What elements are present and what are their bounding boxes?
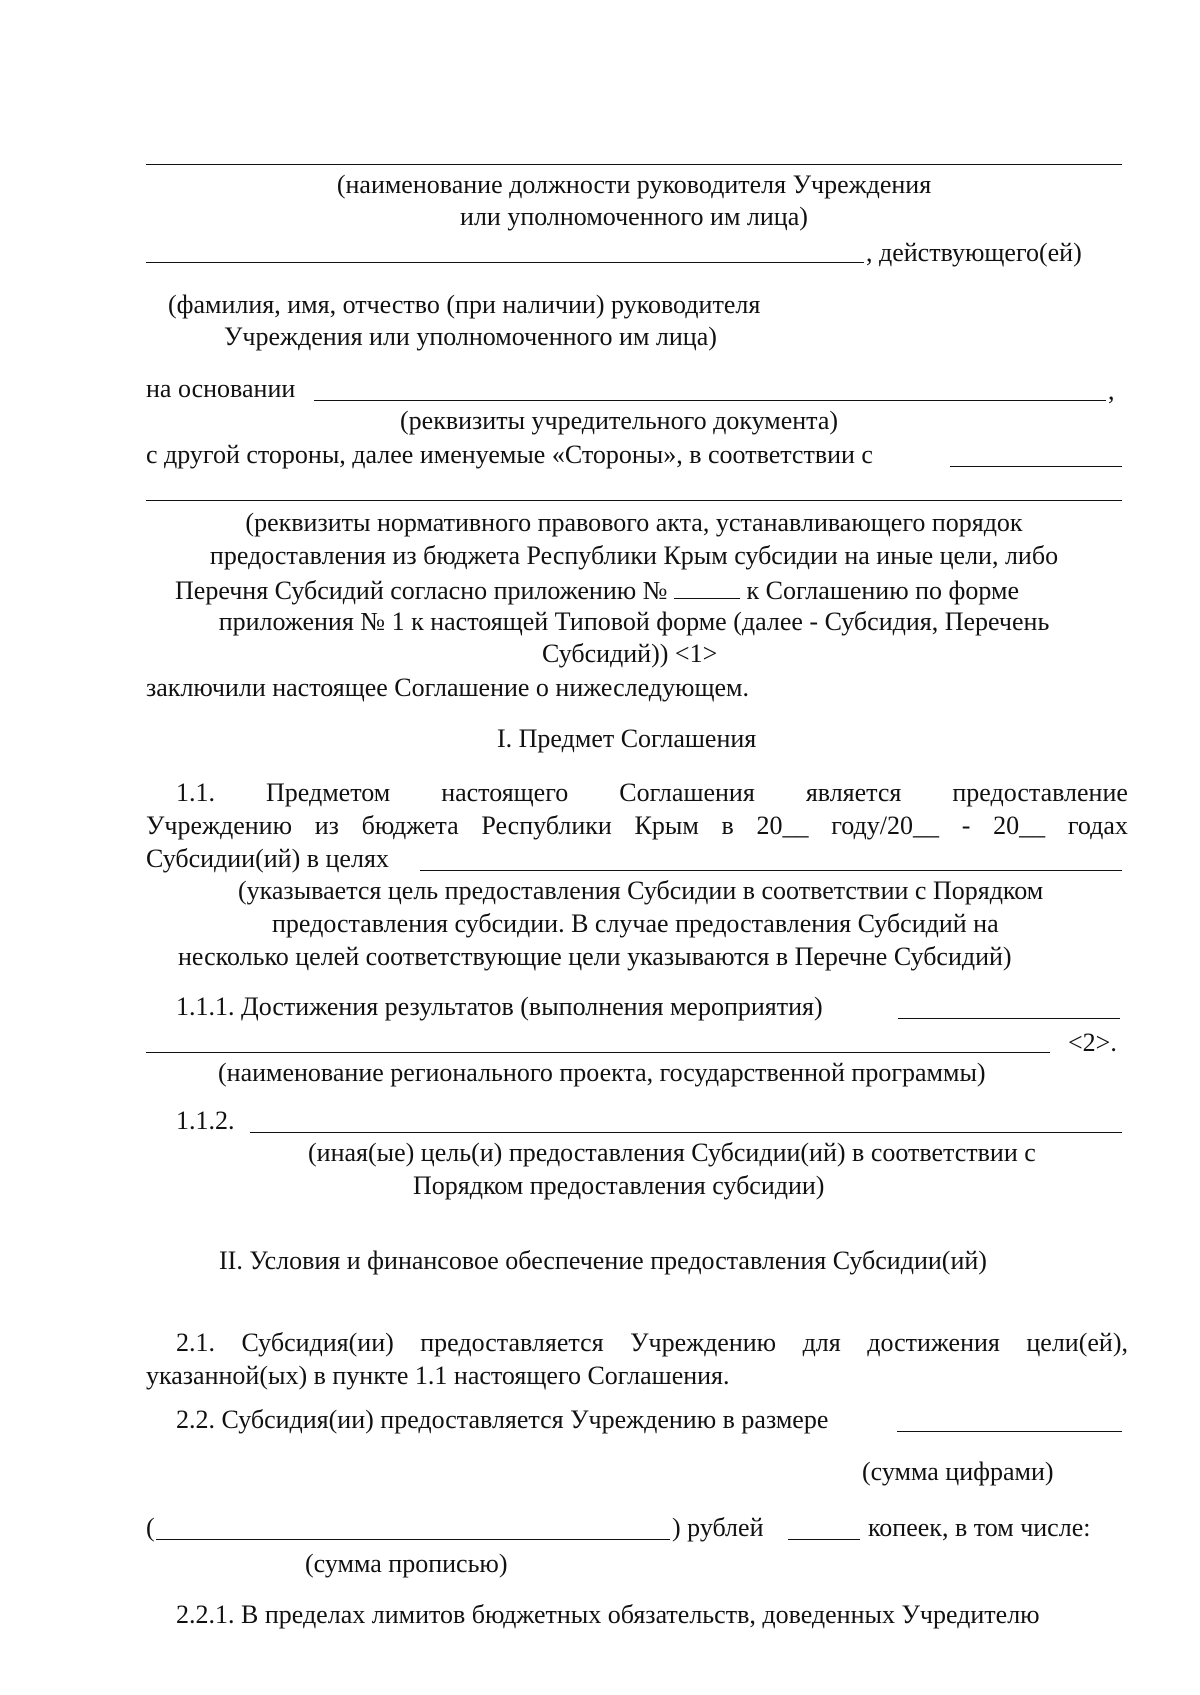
acting-suffix: , действующего(ей) xyxy=(866,238,1082,267)
paragraph-1-1-line-1 xyxy=(176,780,1128,806)
paragraph-1-1-1: 1.1.1. Достижения результатов (выполнения мероприятия) xyxy=(176,992,823,1021)
basis-comma: , xyxy=(1108,376,1115,405)
caption-goal-2: предоставления субсидии. В случае предоставления Субсидий на xyxy=(272,909,999,938)
blank-line-act-a xyxy=(950,466,1122,467)
paragraph-2-2: 2.2. Субсидия(ии) предоставляется Учреждению в размере xyxy=(176,1405,829,1434)
kopecks-label: копеек, в том числе: xyxy=(868,1513,1091,1542)
word: достижения xyxy=(867,1328,1000,1357)
word: предоставление xyxy=(952,778,1128,807)
caption-other-1: (иная(ые) цель(и) предоставления Субсидии(ий) в соответствии с xyxy=(308,1138,1036,1167)
blank-line-other-goal xyxy=(250,1132,1122,1133)
word: году/20__ xyxy=(831,811,940,840)
parties-text: с другой стороны, далее именуемые «Стороны», в соответствии с xyxy=(146,440,873,469)
caption-act-1: (реквизиты нормативного правового акта, устанавливающего порядок xyxy=(245,508,1023,537)
word: годах xyxy=(1067,811,1128,840)
concluded-text: заключили настоящее Соглашение о нижеследующем. xyxy=(146,673,749,702)
word: предоставляется xyxy=(420,1328,604,1357)
word: - xyxy=(961,811,971,840)
word: в xyxy=(721,811,734,840)
word: Предметом xyxy=(266,778,391,807)
caption-charter: (реквизиты учредительного документа) xyxy=(400,406,839,435)
word: 20__ xyxy=(756,811,809,840)
open-paren: ( xyxy=(146,1513,155,1542)
paragraph-1-1-1-note: <2>. xyxy=(1068,1028,1117,1057)
caption-position-2: или уполномоченного им лица) xyxy=(460,202,808,231)
caption-position-1: (наименование должности руководителя Учреждения xyxy=(336,170,932,199)
caption-words: (сумма прописью) xyxy=(305,1549,508,1578)
word: Соглашения xyxy=(619,778,755,807)
caption-fio-1: (фамилия, имя, отчество (при наличии) руководителя xyxy=(168,290,761,319)
caption-fio-2: Учреждения или уполномоченного им лица) xyxy=(224,322,717,351)
word: из xyxy=(314,811,339,840)
blank-line-act-b xyxy=(146,500,1122,501)
paragraph-1-1-2: 1.1.2. xyxy=(176,1106,235,1135)
word: 1.1. xyxy=(176,778,215,807)
word: является xyxy=(805,778,902,807)
blank-line-position xyxy=(146,164,1122,165)
word: Учреждению xyxy=(630,1328,777,1357)
word: Крым xyxy=(634,811,699,840)
word: для xyxy=(802,1328,841,1357)
paragraph-2-1-line-1 xyxy=(176,1330,1128,1356)
caption-act-3b: к Соглашению по форме xyxy=(746,576,1019,605)
blank-line-goal xyxy=(420,870,1122,871)
caption-act-4: приложения № 1 к настоящей Типовой форме (далее - Субсидия, Перечень xyxy=(218,607,1050,636)
word: Субсидия(ии) xyxy=(241,1328,394,1357)
caption-goal-3: несколько целей соответствующие цели указываются в Перечне Субсидий) xyxy=(178,942,1012,971)
blank-line-basis xyxy=(314,400,1106,401)
word: Республики xyxy=(481,811,612,840)
blank-line-sum-digits xyxy=(897,1431,1122,1432)
caption-act-2: предоставления из бюджета Республики Крым субсидии на иные цели, либо xyxy=(209,541,1059,570)
blank-line-fio xyxy=(146,262,864,263)
section-1-heading: I. Предмет Соглашения xyxy=(497,724,757,753)
caption-other-2: Порядком предоставления субсидии) xyxy=(413,1171,825,1200)
caption-digits: (сумма цифрами) xyxy=(862,1457,1054,1486)
basis-label: на основании xyxy=(146,374,296,403)
section-2-heading: II. Условия и финансовое обеспечение предоставления Субсидии(ий) xyxy=(219,1246,987,1275)
paragraph-2-2-1: 2.2.1. В пределах лимитов бюджетных обязательств, доведенных Учредителю xyxy=(176,1600,1040,1629)
blank-line-result-b xyxy=(146,1052,1050,1053)
word: цели(ей), xyxy=(1026,1328,1128,1357)
word: 2.1. xyxy=(176,1328,215,1357)
blank-line-kopecks xyxy=(788,1539,860,1540)
rubles-label: ) рублей xyxy=(672,1513,764,1542)
blank-line-result-a xyxy=(898,1018,1120,1019)
word: Учреждению xyxy=(146,811,293,840)
blank-appendix-number xyxy=(674,576,740,599)
caption-act-3 xyxy=(175,576,1019,604)
paragraph-2-1-line-2: указанной(ых) в пункте 1.1 настоящего Соглашения. xyxy=(146,1361,730,1390)
caption-act-5: Субсидий)) <1> xyxy=(542,639,718,668)
blank-line-sum-words xyxy=(156,1539,670,1540)
word: настоящего xyxy=(441,778,569,807)
paragraph-1-1-line-2 xyxy=(146,813,1128,839)
word: 20__ xyxy=(993,811,1046,840)
paragraph-1-1-line-3: Субсидии(ий) в целях xyxy=(146,844,389,873)
caption-project: (наименование регионального проекта, государственной программы) xyxy=(218,1058,986,1087)
word: бюджета xyxy=(361,811,459,840)
caption-goal-1: (указывается цель предоставления Субсидии в соответствии с Порядком xyxy=(238,876,1044,905)
caption-act-3a: Перечня Субсидий согласно приложению № xyxy=(175,576,668,605)
